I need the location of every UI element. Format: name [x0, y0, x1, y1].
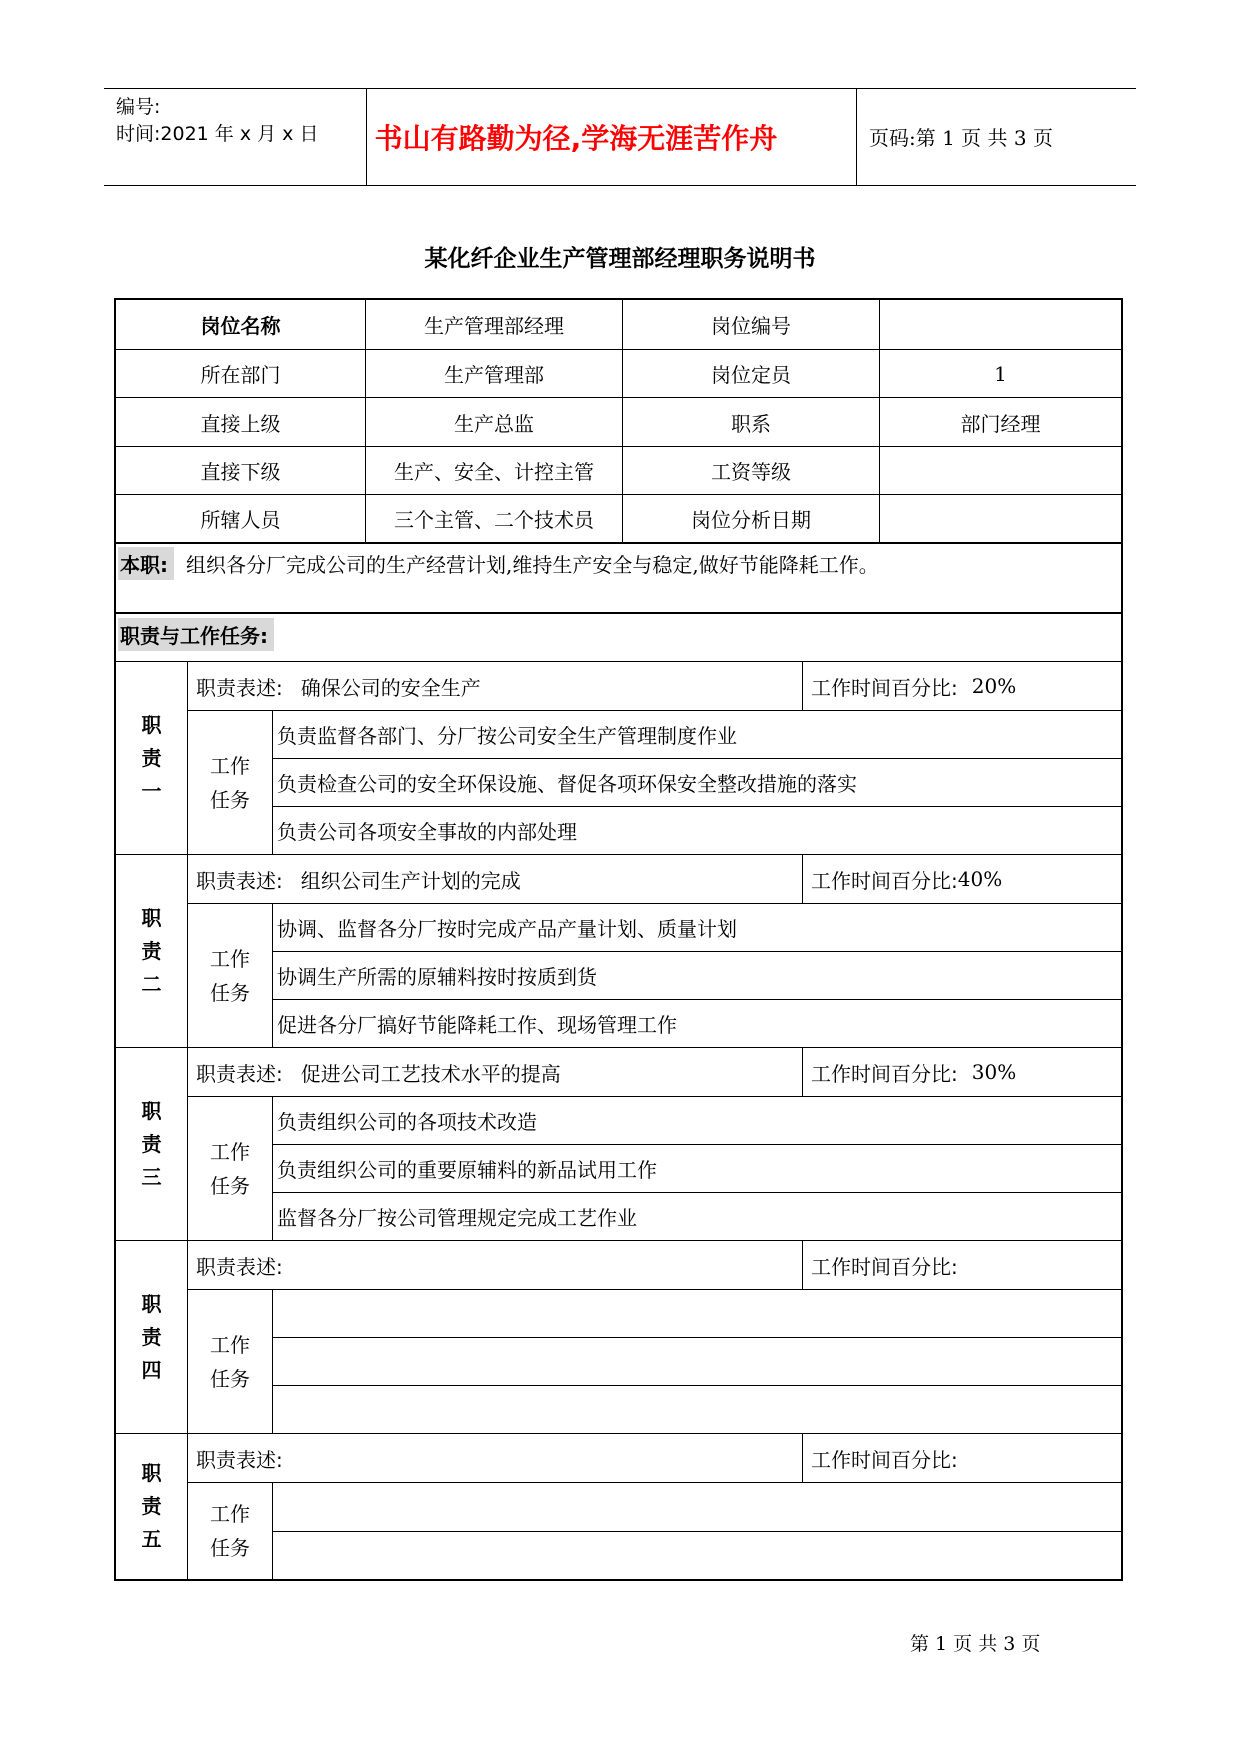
- job-series-value: 部门经理: [960, 411, 1041, 436]
- duty-1-task: 负责公司各项安全事故的内部处理: [277, 820, 577, 844]
- duty-1-task: 负责监督各部门、分厂按公司安全生产管理制度作业: [277, 724, 737, 748]
- duty-4-label: 职 责 四: [141, 1291, 162, 1382]
- headcount-label: 岗位定员: [711, 363, 791, 387]
- analysis-date-label: 岗位分析日期: [691, 508, 811, 532]
- duty-2-work-label: 工作 任务: [210, 946, 250, 1005]
- department-value: 生产管理部: [444, 363, 544, 387]
- duty-5-percentage: 工作时间百分比:: [811, 1447, 958, 1472]
- duty-3-percentage-value: 30%: [971, 1060, 1017, 1084]
- duties-section-label: 职责与工作任务:: [118, 618, 274, 651]
- document-time-label: 时间:2021 年 x 月 x 日: [116, 123, 319, 145]
- header-divider: [856, 89, 857, 185]
- duty-5-task: [273, 1532, 1121, 1579]
- direct-superior-label: 直接上级: [200, 411, 281, 436]
- header-motto: 书山有路勤为径,学海无涯苦作舟: [374, 122, 778, 155]
- duty-4-task: [273, 1386, 1121, 1433]
- document-number-label: 编号:: [116, 96, 161, 118]
- duty-3-work-label: 工作 任务: [210, 1139, 250, 1198]
- duty-2-statement-text: 组织公司生产计划的完成: [300, 868, 521, 893]
- page-footer: 第 1 页 共 3 页: [910, 1633, 1041, 1655]
- duty-3-task: 监督各分厂按公司管理规定完成工艺作业: [277, 1206, 637, 1230]
- duty-3-task: 负责组织公司的重要原辅料的新品试用工作: [277, 1158, 657, 1182]
- duty-1-statement-text: 确保公司的安全生产: [300, 675, 481, 700]
- duty-4-percentage: 工作时间百分比:: [811, 1254, 958, 1279]
- duty-1-work-label: 工作 任务: [210, 753, 250, 812]
- duty-3-statement-text: 促进公司工艺技术水平的提高: [300, 1061, 561, 1086]
- direct-subordinate-label: 直接下级: [200, 460, 281, 484]
- duty-summary-label: 本职:: [118, 547, 174, 580]
- header-page-number: 页码:第 1 页 共 3 页: [869, 126, 1053, 150]
- duty-3-label: 职 责 三: [141, 1098, 162, 1189]
- duties-section-header: [116, 618, 274, 650]
- duty-5-work-label: 工作 任务: [210, 1502, 250, 1560]
- department-label: 所在部门: [200, 363, 281, 387]
- row-line: [116, 542, 1121, 544]
- duty-5-statement: 职责表述:: [196, 1447, 283, 1472]
- duty-4-work-label: 工作 任务: [210, 1332, 250, 1391]
- duty-1-label: 职 责 一: [141, 712, 162, 803]
- duty-2-label: 职 责 二: [141, 905, 162, 996]
- duty-1-statement: 职责表述: 确保公司的安全生产: [188, 662, 802, 710]
- staff-label: 所辖人员: [200, 508, 281, 532]
- document-title: 某化纤企业生产管理部经理职务说明书: [424, 245, 816, 272]
- position-id-value: [880, 300, 1121, 349]
- duty-1-task: 负责检查公司的安全环保设施、督促各项环保安全整改措施的落实: [277, 772, 857, 796]
- duty-3-statement: 职责表述: 促进公司工艺技术水平的提高: [188, 1048, 802, 1096]
- job-description-form: [114, 298, 1123, 1581]
- direct-subordinate-value: 生产、安全、计控主管: [394, 460, 594, 484]
- duty-1-percentage-value: 20%: [971, 674, 1017, 698]
- duty-2-statement: 职责表述: 组织公司生产计划的完成: [188, 855, 802, 903]
- duty-2-percentage: 工作时间百分比: 40%: [811, 867, 1003, 893]
- duty-4-task: [273, 1290, 1121, 1337]
- duty-4-task: [273, 1338, 1121, 1385]
- duty-summary: [116, 547, 879, 579]
- duty-3-percentage: 工作时间百分比: 30%: [811, 1060, 1017, 1086]
- duty-2-percentage-value: 40%: [957, 867, 1003, 891]
- duty-4-statement: 职责表述:: [196, 1254, 283, 1279]
- duty-summary-text: 组织各分厂完成公司的生产经营计划,维持生产安全与稳定,做好节能降耗工作。: [186, 552, 879, 577]
- staff-value: 三个主管、二个技术员: [394, 508, 594, 532]
- row-line: [116, 612, 1121, 614]
- duty-5-label: 职 责 五: [141, 1461, 162, 1551]
- salary-grade-label: 工资等级: [711, 460, 791, 484]
- duty-1-percentage: 工作时间百分比: 20%: [811, 674, 1017, 700]
- page-header: [104, 88, 1136, 186]
- duty-2-task: 协调生产所需的原辅料按时按质到货: [277, 965, 597, 989]
- job-series-label: 职系: [731, 411, 771, 436]
- duty-2-task: 协调、监督各分厂按时完成产品产量计划、质量计划: [277, 917, 737, 941]
- analysis-date-value: [880, 495, 1121, 542]
- direct-superior-value: 生产总监: [454, 411, 534, 436]
- headcount-value: 1: [994, 361, 1007, 386]
- position-id-label: 岗位编号: [711, 314, 791, 338]
- position-name-value: 生产管理部经理: [424, 314, 564, 338]
- duty-3-task: 负责组织公司的各项技术改造: [277, 1110, 537, 1134]
- salary-grade-value: [880, 447, 1121, 494]
- duty-2-task: 促进各分厂搞好节能降耗工作、现场管理工作: [277, 1013, 677, 1037]
- duty-5-task: [273, 1483, 1121, 1531]
- position-name-label: 岗位名称: [200, 314, 281, 338]
